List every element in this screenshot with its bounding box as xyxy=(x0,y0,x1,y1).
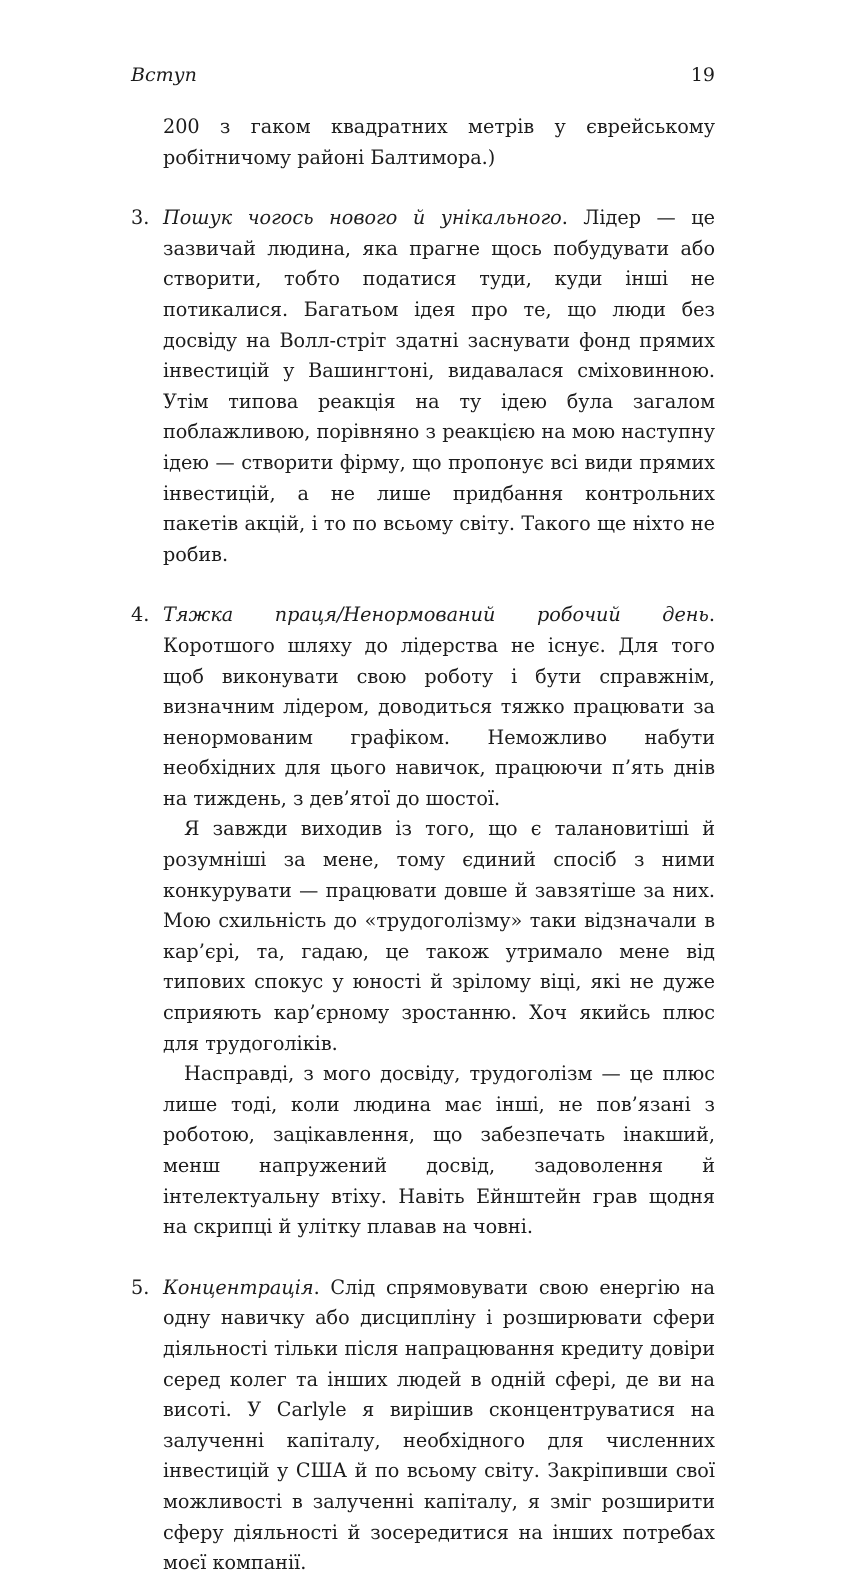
list-item-number: 4. xyxy=(131,603,150,627)
list-item-paragraph: Насправді, з мого досвіду, трудоголізм — це плюс лише тоді, коли людина має інші, не пов’язані з роботою, зацікавлення, що забезпечать інакший, менш напружений досвід, задоволення й інтелектуальну втіху. Навіть Ейнштейн грав щодня на скрипці й улітку плавав на човні. xyxy=(163,1062,715,1239)
list-item-lead: Тяжка праця/Ненормований робочий день xyxy=(163,603,709,627)
continuation-text: 200 з гаком квадратних метрів у єврейському робітничому районі Балтимора.) xyxy=(163,115,715,169)
list-item-number: 5. xyxy=(131,1275,150,1299)
list-item-paragraph xyxy=(163,203,715,570)
list-item-text: . Лідер — це зазвичай людина, яка прагне щось побудувати або створити, тобто податися туди, куди інші не потикалися. Багатьом ідея про те, що люди без досвіду на Волл-стріт здатні заснувати фонд прямих інвестицій у Вашингтоні, видавалася сміховинною. Утім типова реакція на ту ідею була загалом поблажливою, порівняно з реакцією на мою наступну ідею — створити фірму, що пропонує всі види прямих інвестицій, а не лише придбання контрольних пакетів акцій, і то по всьому світу. Такого ще ніхто не робив. xyxy=(163,206,716,566)
list-item-paragraph: Я завжди виходив із того, що є талановитіші й розумніші за мене, тому єдиний спосіб з ними конкурувати — працювати довше й завзятіше за них. Мою схильність до «трудоголізму» таки відзначали в кар’єрі, та, гадаю, це також утримало мене від типових спокус у юності й зрілому віці, які не дуже сприяють кар’єрному зростанню. Хоч якийсь плюс для трудоголіків. xyxy=(163,817,715,1055)
list-item-text: . Коротшого шляху до лідерства не існує. Для того щоб виконувати свою роботу і бути справжнім, визначним лідером, доводиться тяжко працювати за ненормованим графіком. Неможливо набути необхідних для цього навичок, працюючи п’ять днів на тиждень, з дев’ятої до шостої. xyxy=(163,603,715,810)
running-head: Вступ xyxy=(131,64,197,86)
page-body xyxy=(131,112,715,1579)
list-item-text: . Слід спрямовувати свою енергію на одну навичку або дисципліну і розширювати сфери діяльності тільки після напрацювання кредиту довіри серед колег та інших людей в одній сфері, де ви на висоті. У Carlyle я вирішив сконцентруватися на залученні капіталу, необхідного для численних інвестицій у США й по всьому світу. Закріпивши свої можливості в залученні капіталу, я зміг розширити сферу діяльності й зосередитися на інших потребах моєї компанії. xyxy=(163,1275,715,1575)
list-item-paragraph xyxy=(163,1273,715,1579)
list-item-lead: Пошук чогось нового й унікального xyxy=(163,206,562,230)
page-number: 19 xyxy=(690,64,715,86)
list-item xyxy=(131,203,715,570)
list-item-lead: Концентрація xyxy=(163,1275,314,1299)
list-item-number: 3. xyxy=(131,206,150,230)
list-item xyxy=(131,1273,715,1579)
page-header xyxy=(131,64,715,90)
list-item-paragraph xyxy=(163,600,715,814)
list-item xyxy=(131,600,715,1242)
